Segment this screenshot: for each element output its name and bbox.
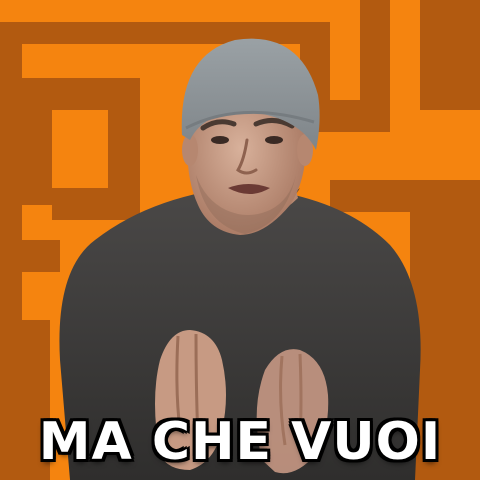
- meme-caption: MA CHE VUOI: [38, 412, 442, 472]
- right-eye: [265, 136, 283, 144]
- left-eye: [211, 136, 229, 144]
